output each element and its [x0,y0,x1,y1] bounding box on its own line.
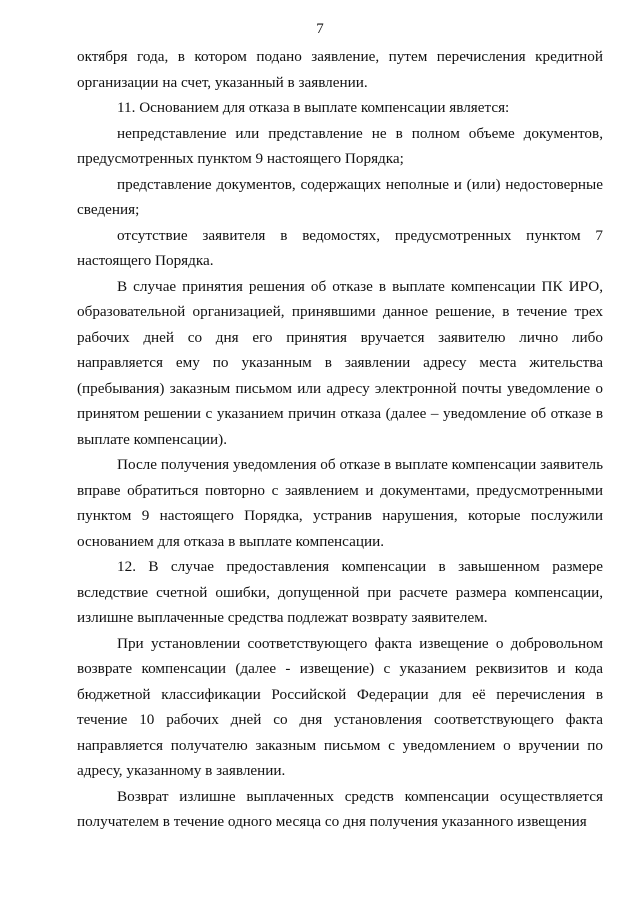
paragraph-refusal-notice: В случае принятия решения об отказе в выплате компенсации ПК ИРО, образовательной организацией, принявшими данное решение, в течение трех рабочих дней со дня его принятия вручается заявителю лично либо направляется ему по указанным в заявлении адресу места жительства (пребывания) заказным письмом или адресу электронной почты уведомление о принятом решении с указанием причин отказа (далее – уведомление об отказе в выплате компенсации). [77,277,603,448]
paragraph-refusal-reason-3: отсутствие заявителя в ведомостях, предусмотренных пунктом 7 настоящего Порядка. [77,226,603,269]
document-body [77,44,603,835]
paragraph-return-term: Возврат излишне выплаченных средств компенсации осуществляется получателем в течение одного месяца со дня получения указанного извещения [77,787,603,830]
paragraph-return-notice: При установлении соответствующего факта извещение о добровольном возврате компенсации (далее - извещение) с указанием реквизитов и кода бюджетной классификации Российской Федерации для её перечисления в течение 10 рабочих дней со дня установления соответствующего факта направляется получателю заказным письмом с уведомлением о вручении по адресу, указанному в заявлении. [77,634,603,779]
paragraph-refusal-reason-1: непредставление или представление не в полном объеме документов, предусмотренных пунктом 9 настоящего Порядка; [77,124,603,167]
paragraph-item-12: 12. В случае предоставления компенсации в завышенном размере вследствие счетной ошибки, допущенной при расчете размера компенсации, излишне выплаченные средства подлежат возврату заявителем. [77,558,603,626]
page-number: 7 [316,21,324,37]
paragraph-continuation: октября года, в котором подано заявление, путем перечисления кредитной организации на счет, указанный в заявлении. [77,48,603,91]
paragraph-item-11: 11. Основанием для отказа в выплате компенсации является: [117,99,510,116]
paragraph-reapply: После получения уведомления об отказе в выплате компенсации заявитель вправе обратиться повторно с заявлением и документами, предусмотренными пунктом 9 настоящего Порядка, устранив нарушения, которые послужили основанием для отказа в выплате компенсации. [77,456,603,550]
paragraph-refusal-reason-2: представление документов, содержащих неполные и (или) недостоверные сведения; [77,175,603,218]
